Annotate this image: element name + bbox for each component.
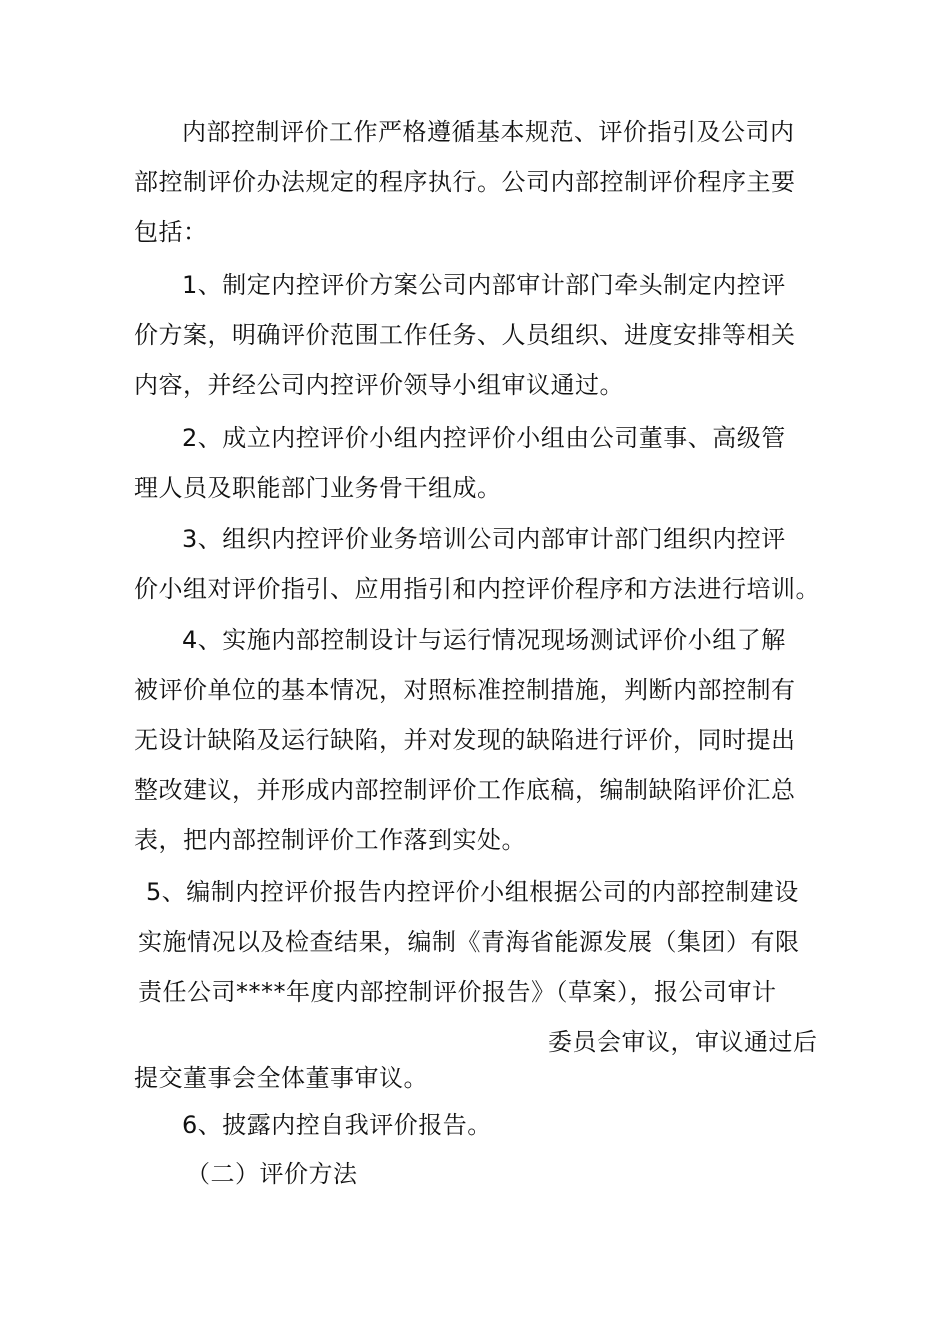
step4-line-5: 表，把内部控制评价工作落到实处。 <box>134 826 526 854</box>
step2-line-1: 2、成立内控评价小组内控评价小组由公司董事、高级管 <box>182 424 786 452</box>
intro-line-1: 内部控制评价工作严格遵循基本规范、评价指引及公司内 <box>182 118 795 146</box>
step1-line-1: 1、制定内控评价方案公司内部审计部门牵头制定内控评 <box>182 271 786 299</box>
step2-line-2: 理人员及职能部门业务骨干组成。 <box>134 474 502 502</box>
step3-line-2: 价小组对评价指引、应用指引和内控评价程序和方法进行培训。 <box>134 575 820 603</box>
intro-line-2: 部控制评价办法规定的程序执行。公司内部控制评价程序主要 <box>134 168 796 196</box>
section-heading: （二）评价方法 <box>186 1160 358 1188</box>
step4-line-2: 被评价单位的基本情况，对照标准控制措施，判断内部控制有 <box>134 676 796 704</box>
step4-line-1: 4、实施内部控制设计与运行情况现场测试评价小组了解 <box>182 626 786 654</box>
step4-line-3: 无设计缺陷及运行缺陷，并对发现的缺陷进行评价，同时提出 <box>134 726 796 754</box>
step5-line-3: 责任公司****年度内部控制评价报告》（草案），报公司审计 <box>138 978 777 1006</box>
step1-line-3: 内容，并经公司内控评价领导小组审议通过。 <box>134 371 624 399</box>
step5-line-2: 实施情况以及检查结果，编制《青海省能源发展（集团）有限 <box>138 928 800 956</box>
step5-line-4: 委员会审议，审议通过后 <box>548 1028 818 1056</box>
step1-line-2: 价方案，明确评价范围工作任务、人员组织、进度安排等相关 <box>134 321 796 349</box>
intro-line-3: 包括： <box>134 218 208 246</box>
step5-line-1: 5、编制内控评价报告内控评价小组根据公司的内部控制建设 <box>146 878 799 906</box>
step6-line-1: 6、披露内控自我评价报告。 <box>182 1111 492 1139</box>
step4-line-4: 整改建议，并形成内部控制评价工作底稿，编制缺陷评价汇总 <box>134 776 796 804</box>
step3-line-1: 3、组织内控评价业务培训公司内部审计部门组织内控评 <box>182 525 786 553</box>
step5-line-5: 提交董事会全体董事审议。 <box>134 1064 428 1092</box>
